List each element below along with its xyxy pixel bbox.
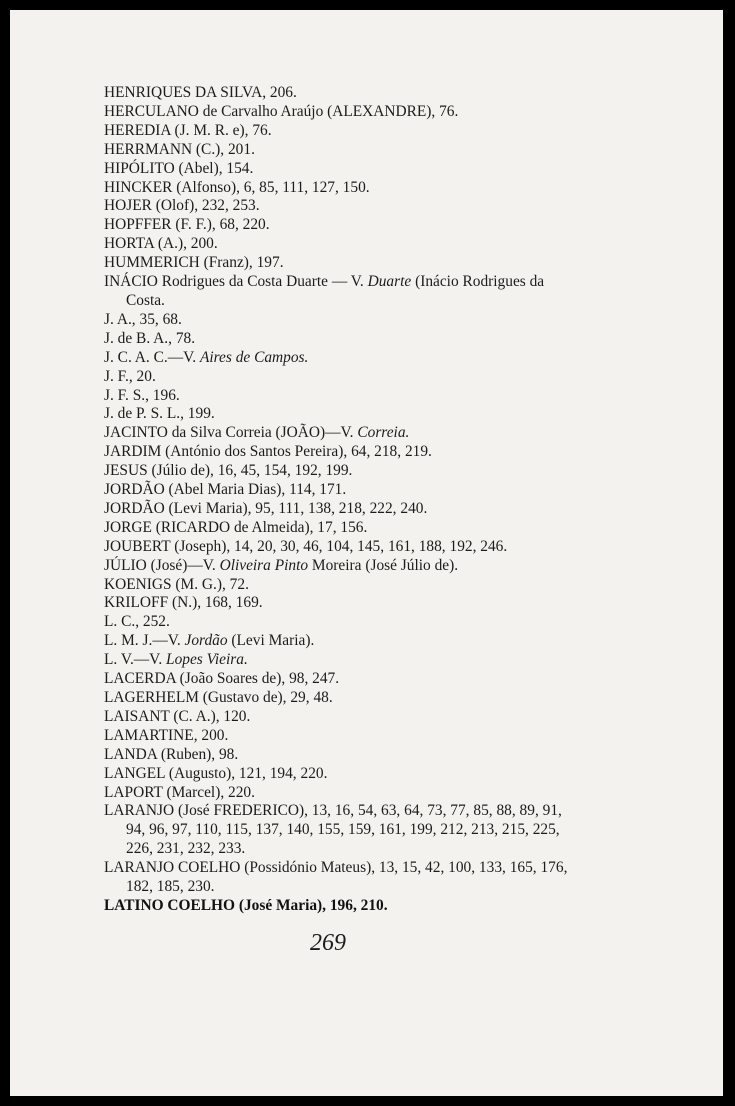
index-entry: L. V.—V. Lopes Vieira. [104,651,248,669]
index-entry: HOJER (Olof), 232, 253. [104,197,260,215]
index-entry: L. C., 252. [104,613,170,631]
index-entry: J. de B. A., 78. [104,329,196,347]
index-entry: JORGE (RICARDO de Almeida), 17, 156. [104,518,368,536]
index-entry: HINCKER (Alfonso), 6, 85, 111, 127, 150. [104,178,370,196]
index-entry: J. de P. S. L., 199. [104,405,215,423]
index-entry: J. F., 20. [104,367,156,385]
index-entry: LARANJO (José FREDERICO), 13, 16, 54, 63, 64, 73, 77, 85, 88, 89, 91, 94, 96, 97, 110, 115, 137, 140, 155, 159, 161, 199, 212, 213, 215, 225, 226, 231, 232, 233. [104,802,562,858]
index-entry: L. M. J.—V. Jordão (Levi Maria). [104,632,315,650]
index-entry: LANGEL (Augusto), 121, 194, 220. [104,764,328,782]
index-entry: LANDA (Ruben), 98. [104,745,239,763]
index-entry: HEREDIA (J. M. R. e), 76. [104,121,272,139]
index-entry: LAMARTINE, 200. [104,726,229,744]
index-entry: LARANJO COELHO (Possidónio Mateus), 13, 15, 42, 100, 133, 165, 176, 182, 185, 230. [104,859,568,896]
index-entry: LATINO COELHO (José Maria), 196, 210. [104,896,388,914]
index-entry: JACINTO da Silva Correia (JOÃO)—V. Correia. [104,424,410,442]
index-entry: J. C. A. C.—V. Aires de Campos. [104,348,309,366]
index-entry: JORDÃO (Abel Maria Dias), 114, 171. [104,481,347,499]
index-entry: KOENIGS (M. G.), 72. [104,575,249,593]
page-number: 269 [310,930,346,956]
index-entry: HERCULANO de Carvalho Araújo (ALEXANDRE), 76. [104,102,459,120]
index-entry: LAPORT (Marcel), 220. [104,783,255,801]
index-entry: HIPÓLITO (Abel), 154. [104,159,254,177]
index-entry: JARDIM (António dos Santos Pereira), 64, 218, 219. [104,443,432,461]
index-entry: LAISANT (C. A.), 120. [104,707,251,725]
index-entry: KRILOFF (N.), 168, 169. [104,594,263,612]
index-entry: INÁCIO Rodrigues da Costa Duarte — V. Duarte (Inácio Rodrigues da Costa. [104,273,545,309]
index-entry: HERRMANN (C.), 201. [104,140,255,158]
index-entry: JÚLIO (José)—V. Oliveira Pinto Moreira (José Júlio de). [104,556,459,574]
index-entry: HOPFFER (F. F.), 68, 220. [104,216,270,234]
book-page [10,10,723,1096]
index-entry: HUMMERICH (Franz), 197. [104,254,284,272]
index-entry: JESUS (Júlio de), 16, 45, 154, 192, 199. [104,462,353,480]
index-entry: LAGERHELM (Gustavo de), 29, 48. [104,689,333,706]
index-entry: HORTA (A.), 200. [104,235,218,253]
index-entry: J. A., 35, 68. [104,310,182,328]
index-entry: JORDÃO (Levi Maria), 95, 111, 138, 218, 222, 240. [104,499,428,517]
index-entry: LACERDA (João Soares de), 98, 247. [104,670,340,688]
index-entry: JOUBERT (Joseph), 14, 20, 30, 46, 104, 145, 161, 188, 192, 246. [104,537,508,555]
index-entry: HENRIQUES DA SILVA, 206. [104,84,297,101]
index-entry: J. F. S., 196. [104,386,180,404]
name-index-list [104,84,584,916]
